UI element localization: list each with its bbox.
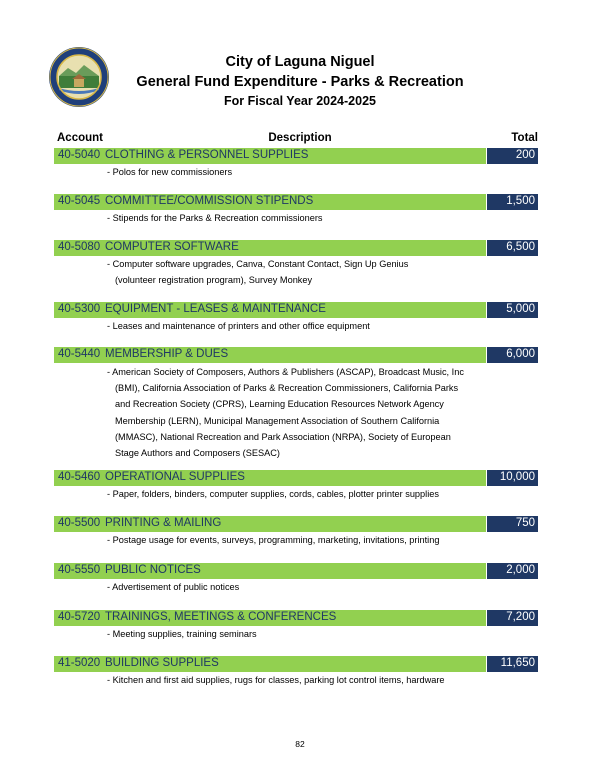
category-name: BUILDING SUPPLIES [105, 657, 219, 669]
description-line: - Computer software upgrades, Canva, Constant Contact, Sign Up Genius [107, 259, 409, 269]
row-total: 11,650 [487, 656, 538, 672]
row-description [107, 210, 507, 226]
description-line: - Paper, folders, binders, computer supplies, cords, cables, plotter printer supplies [107, 489, 439, 499]
document-header [0, 52, 600, 110]
category-name: TRAININGS, MEETINGS & CONFERENCES [105, 611, 337, 623]
row-total: 1,500 [487, 194, 538, 210]
account-number: 40-5040 [58, 149, 101, 161]
expenditure-row [54, 302, 538, 318]
category-name: OPERATIONAL SUPPLIES [105, 471, 245, 483]
row-description [107, 579, 507, 595]
row-description [107, 318, 507, 334]
row-description [107, 532, 507, 548]
description-line: - Meeting supplies, training seminars [107, 629, 257, 639]
row-description [107, 364, 507, 461]
expenditure-row [54, 516, 538, 532]
page-number: 82 [295, 739, 305, 749]
fiscal-year: For Fiscal Year 2024-2025 [224, 94, 376, 108]
description-line: (BMI), California Association of Parks & Recreation Commissioners, California Parks [115, 383, 459, 394]
description-line: Stage Authors and Composers (SESAC) [115, 448, 280, 459]
document-title: General Fund Expenditure - Parks & Recreation [136, 74, 464, 90]
account-number: 40-5720 [58, 611, 101, 623]
expenditure-row [54, 194, 538, 210]
description-line: and Recreation Society (CPRS), Learning Education Resources Network Agency [115, 399, 444, 410]
description-line: - Postage usage for events, surveys, programming, marketing, invitations, printing [107, 535, 440, 545]
category-name: COMMITTEE/COMMISSION STIPENDS [105, 195, 314, 207]
category-name: PRINTING & MAILING [105, 517, 222, 529]
description-line: (volunteer registration program), Survey Monkey [115, 275, 313, 286]
account-number: 40-5440 [58, 348, 101, 360]
category-name: CLOTHING & PERSONNEL SUPPLIES [105, 149, 309, 161]
expenditure-row [54, 347, 538, 363]
column-header-description: Description [268, 132, 332, 144]
row-description [107, 486, 507, 502]
account-number: 40-5460 [58, 471, 101, 483]
row-description [107, 626, 507, 642]
column-header-account: Account [57, 132, 103, 144]
city-name: City of Laguna Niguel [225, 54, 375, 70]
expenditure-row [54, 656, 538, 672]
row-total: 6,500 [487, 240, 538, 256]
account-number: 40-5080 [58, 241, 101, 253]
description-line: - Advertisement of public notices [107, 582, 240, 592]
category-name: PUBLIC NOTICES [105, 564, 201, 576]
account-number: 40-5500 [58, 517, 101, 529]
row-total: 6,000 [487, 347, 538, 363]
account-number: 41-5020 [58, 657, 101, 669]
row-total: 2,000 [487, 563, 538, 579]
expenditure-row [54, 148, 538, 164]
description-line: Membership (LERN), Municipal Management Association of Southern California [115, 415, 440, 426]
row-total: 750 [487, 516, 538, 532]
category-name: MEMBERSHIP & DUES [105, 348, 229, 360]
description-line: - Leases and maintenance of printers and other office equipment [107, 321, 370, 331]
description-line: - Kitchen and first aid supplies, rugs for classes, parking lot control items, hardware [107, 675, 445, 685]
account-number: 40-5550 [58, 564, 101, 576]
account-number: 40-5300 [58, 303, 101, 315]
expenditure-row [54, 470, 538, 486]
description-line: - Polos for new commissioners [107, 167, 233, 177]
row-total: 200 [487, 148, 538, 164]
row-description [107, 672, 507, 688]
account-number: 40-5045 [58, 195, 101, 207]
expenditure-row [54, 610, 538, 626]
category-name: COMPUTER SOFTWARE [105, 241, 239, 253]
description-line: - American Society of Composers, Authors & Publishers (ASCAP), Broadcast Music, Inc [107, 367, 464, 377]
expenditure-row [54, 240, 538, 256]
description-line: - Stipends for the Parks & Recreation commissioners [107, 213, 323, 223]
column-header-total: Total [511, 132, 538, 144]
expenditure-row [54, 563, 538, 579]
row-description [107, 256, 507, 288]
row-description [107, 164, 507, 180]
row-total: 7,200 [487, 610, 538, 626]
category-name: EQUIPMENT - LEASES & MAINTENANCE [105, 303, 326, 315]
description-line: (MMASC), National Recreation and Park Association (NRPA), Society of European [115, 431, 451, 442]
row-total: 5,000 [487, 302, 538, 318]
row-total: 10,000 [487, 470, 538, 486]
